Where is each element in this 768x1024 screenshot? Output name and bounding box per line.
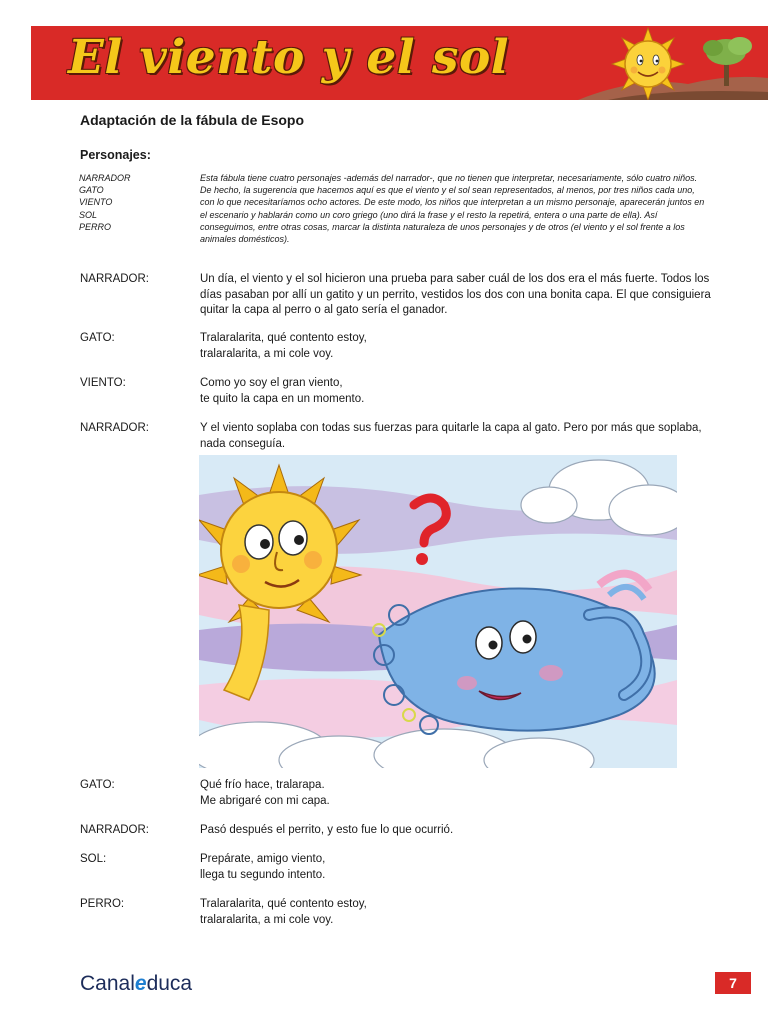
- character-item: NARRADOR: [79, 173, 131, 183]
- logo-text-left: Canal: [80, 972, 135, 995]
- dialogue-text: Tralaralarita, qué contento estoy, tralaralarita, a mi cole voy.: [200, 898, 367, 926]
- canaleduca-logo: [80, 972, 192, 996]
- characters-heading: Personajes:: [80, 148, 151, 162]
- dialogue-text: Prepárate, amigo viento, llega tu segundo intento.: [200, 853, 326, 881]
- dialogue-speaker: NARRADOR:: [80, 422, 150, 434]
- logo-e-mark: e: [134, 972, 147, 995]
- logo-text-right: duca: [146, 972, 193, 995]
- character-item: GATO: [79, 185, 104, 196]
- characters-note: Esta fábula tiene cuatro personajes -además del narrador-, que no tienen que interpretar, necesariamente, sólo cuatro niños. De hecho, la sugerencia que hacemos aquí es que el viento y el sol sean representados, al menos, por tres niños cada uno, con lo que necesitaríamos ocho actores. De este modo, los niños que interpretan a un mismo personaje, aparecerán juntos en el escenario y hablarán como un coro griego (uno dirá la frase y el resto la repetirá, entera o una parte de ella). Así conseguimos, entre otras cosas, marcar la distinta naturaleza de unos personajes y de otros (el viento y el sol frente a los animales domésticos).: [200, 173, 705, 245]
- sun-and-wind-illustration: [199, 455, 677, 768]
- header-banner: [31, 26, 768, 100]
- dialogue-text: Como yo soy el gran viento, te quito la capa en un momento.: [200, 377, 365, 405]
- dialogue-speaker: PERRO:: [80, 898, 125, 910]
- dialogue-speaker: NARRADOR:: [80, 824, 150, 836]
- dialogue-speaker: VIENTO:: [80, 377, 126, 389]
- page-subtitle: Adaptación de la fábula de Esopo: [80, 112, 305, 128]
- dialogue-speaker: GATO:: [80, 779, 115, 791]
- page-number: 7: [715, 972, 751, 994]
- dialogue-text: Tralaralarita, qué contento estoy, tralaralarita, a mi cole voy.: [200, 332, 367, 360]
- sun-landscape-illustration: [518, 26, 768, 100]
- character-item: SOL: [79, 209, 98, 220]
- dialogue-speaker: GATO:: [80, 332, 115, 344]
- dialogue-speaker: SOL:: [80, 853, 107, 865]
- dialogue-text: Qué frío hace, tralarapa. Me abrigaré con mi capa.: [200, 779, 330, 807]
- dialogue-text: Pasó después el perrito, y esto fue lo que ocurrió.: [200, 824, 454, 836]
- dialogue-text: Y el viento soplaba con todas sus fuerzas para quitarle la capa al gato. Pero por más que soplaba, nada conseguía.: [200, 422, 702, 450]
- character-item: VIENTO: [79, 197, 113, 208]
- characters-list: [79, 172, 131, 233]
- character-item: PERRO: [79, 221, 112, 232]
- page-title: El viento y el sol: [68, 30, 510, 85]
- dialogue-speaker: NARRADOR:: [80, 273, 150, 285]
- dialogue-text: Un día, el viento y el sol hicieron una prueba para saber cuál de los dos era el más fuerte. Todos los días pasaban por allí un gatito y un perrito, vestidos los dos con una bonita capa. El que consiguiera quitar la capa al perro o al gato sería el ganador.: [200, 273, 711, 316]
